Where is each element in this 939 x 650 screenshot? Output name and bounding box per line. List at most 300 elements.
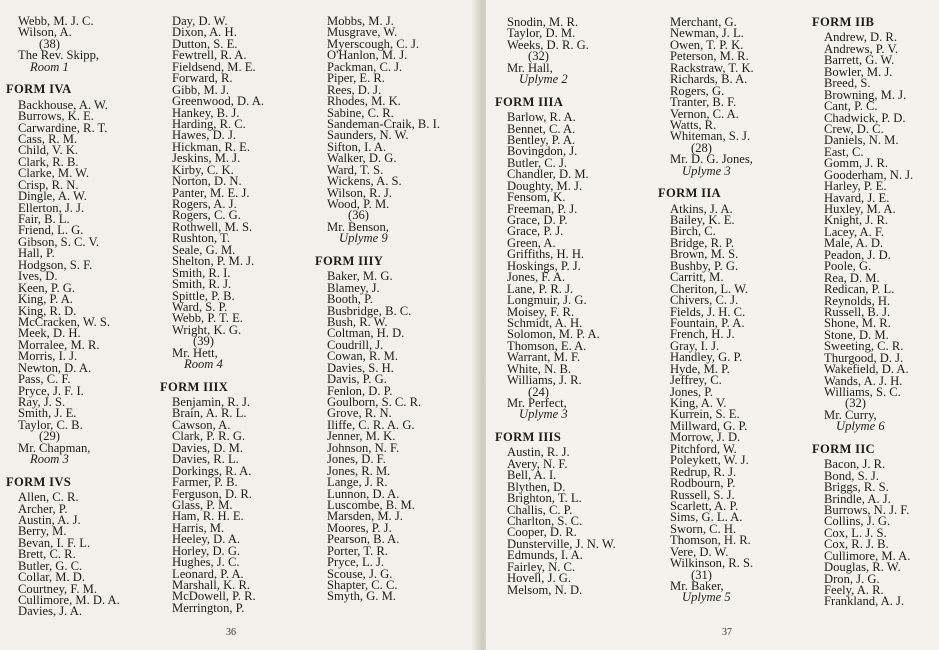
student-name: Handley, G. P. [670, 350, 743, 365]
student-name: Johnson, N. F. [327, 440, 400, 455]
form-master: Mr. Hett, [172, 345, 218, 360]
page-number-right: 37 [722, 627, 732, 638]
student-name: Heeley, D. A. [172, 532, 241, 547]
student-name: Butler, C. J. [507, 155, 568, 170]
form-master: Mr. D. G. Jones, [670, 152, 753, 167]
student-name: Male, A. D. [824, 236, 884, 251]
student-name: Davies, S. H. [327, 360, 394, 375]
student-name: King, A. V. [670, 396, 727, 410]
student-name: Dunsterville, J. N. W. [507, 536, 616, 551]
student-name: Panter, M. E. J. [172, 185, 250, 200]
student-name: Gray, I. J. [670, 338, 720, 353]
student-name: Andrews, P. V. [824, 41, 899, 56]
name-column-4 [495, 17, 645, 596]
student-name: Smith, R. I. [172, 265, 231, 280]
student-name: Friend, L. G. [18, 223, 84, 238]
student-name: Iliffe, C. R. A. G. [327, 417, 415, 432]
student-name: Webb, P. T. E. [172, 311, 243, 326]
student-name: Jones, F. A. [507, 270, 566, 285]
student-name: Sifton, I. A. [327, 139, 387, 154]
student-name: Douglas, R. W. [824, 560, 901, 575]
student-name: Child, V. K. [18, 143, 79, 158]
student-name: Brain, A. R. L. [172, 406, 247, 421]
student-name: Gooderham, N. J. [824, 167, 914, 182]
form-heading: FORM IIIS [495, 429, 562, 444]
form-master: The Rev. Skipp, [18, 48, 100, 63]
student-name: Blamey, J. [327, 280, 380, 295]
student-name: Feely, A. R. [824, 583, 884, 597]
student-name: Scouse, J. G. [327, 566, 393, 581]
student-name: Lange, J. R. [327, 475, 388, 490]
student-name: Rothwell, M. S. [172, 219, 253, 234]
student-name: Gomm, J. R. [824, 156, 889, 171]
student-name: Fountain, P. A. [670, 315, 745, 330]
student-name: Rhodes, M. K. [327, 94, 401, 109]
student-name: Benjamin, R. J. [172, 395, 251, 409]
form-heading: FORM IVS [6, 474, 72, 489]
form-master: Mr. Chapman, [18, 440, 91, 455]
student-name: Saunders, N. W. [327, 128, 409, 143]
student-name: Jones, D. F. [327, 452, 386, 467]
student-name: Cowan, R. M. [327, 349, 399, 364]
student-name: Glass, P. M. [172, 497, 233, 512]
student-name: Collar, M. D. [18, 570, 86, 585]
student-name: Jones, P. [670, 384, 714, 399]
student-name: Gibb, M. J. [172, 82, 230, 97]
student-name: Ward, T. S. [327, 162, 384, 177]
student-name: Allen, C. R. [18, 490, 79, 505]
student-name: Jones, R. M. [327, 463, 391, 478]
student-name: Morrow, J. D. [670, 430, 741, 445]
student-name: Austin, A. J. [18, 512, 81, 527]
student-name: Ives, D. [18, 269, 58, 284]
student-name: Fairley, N. C. [507, 559, 576, 574]
student-name: Greenwood, D. A. [172, 94, 264, 109]
student-name: Clarke, M. W. [18, 166, 90, 181]
student-name: Bridge, R. P. [670, 235, 735, 250]
student-name: Bell, A. I. [507, 468, 557, 483]
student-name: Knight, J. R. [824, 213, 889, 228]
student-name: Lacey, A. F. [824, 224, 885, 239]
form-count: (31) [691, 567, 712, 582]
student-name: Pryce, L. J. [327, 555, 385, 570]
form-master: Mr. Benson, [327, 219, 389, 234]
student-name: Smith, J. E. [18, 406, 77, 421]
student-name: O'Hanlon, M. J. [327, 48, 408, 63]
student-name: Barlow, R. A. [507, 110, 576, 125]
student-name: Grace, D. P. [507, 213, 568, 227]
student-name: Cant, P. C. [824, 99, 878, 114]
student-name: Watts, R. [670, 117, 717, 132]
student-name: Barrett, G. W. [824, 53, 895, 68]
form-room: Room 4 [184, 357, 223, 372]
student-name: Rushton, T. [172, 231, 230, 246]
student-name: Breed, S. [824, 76, 871, 91]
student-name: Luscombe, B. M. [327, 497, 415, 512]
form-count: (32) [845, 396, 866, 411]
student-name: Farmer, P. B. [172, 475, 238, 490]
student-name: Wilson, R. J. [327, 185, 392, 200]
student-name: Andrew, D. R. [824, 30, 897, 45]
student-name: Tranter, B. F. [670, 95, 737, 110]
name-column-5 [658, 17, 808, 604]
student-name: Leonard, P. A. [172, 566, 244, 581]
student-name: King, P. A. [18, 292, 73, 307]
student-name: Bailey, K. E. [670, 213, 735, 227]
student-name: Rogers, C. G. [172, 208, 241, 223]
student-name: Chandler, D. M. [507, 167, 589, 182]
student-name: Rees, D. J. [327, 82, 382, 97]
student-name: Solomon, M. P. A. [507, 327, 600, 342]
form-master: Mr. Perfect, [507, 396, 567, 410]
student-name: Cheriton, L. W. [670, 281, 749, 296]
student-name: Seale, G. M. [172, 242, 236, 257]
student-name: Brown, M. S. [670, 247, 739, 262]
student-name: Dixon, A. H. [172, 25, 237, 40]
student-name: Pearson, B. A. [327, 532, 400, 547]
student-name: Davies, R. L. [172, 452, 239, 467]
name-column-3 [315, 16, 465, 603]
student-name: Shelton, P. M. J. [172, 254, 255, 269]
student-name: Stone, D. M. [824, 327, 889, 342]
form-heading: FORM IVA [6, 82, 72, 97]
student-name: Edmunds, I. A. [507, 548, 583, 563]
student-name: Collins, J. G. [824, 514, 891, 529]
student-name: Pryce, J. F. I. [18, 383, 84, 398]
student-name: Charlton, S. C. [507, 513, 583, 528]
student-name: Morris, I. J. [18, 349, 78, 364]
student-name: Birch, C. [670, 224, 716, 239]
student-name: Owen, T. P. K. [670, 37, 744, 52]
form-room: Uplyme 3 [519, 407, 568, 422]
student-name: Briggs, R. S. [824, 480, 889, 495]
student-name: McDowell, P. R. [172, 589, 256, 604]
form-heading: FORM IIA [658, 186, 721, 201]
student-name: Warrant, M. F. [507, 350, 581, 365]
student-name: Backhouse, A. W. [18, 97, 108, 112]
student-name: Hovell, J. G. [507, 571, 572, 586]
student-name: Atkins, J. A. [670, 201, 733, 216]
student-name: Horley, D. G. [172, 543, 241, 558]
student-name: Taylor, D. M. [507, 26, 576, 41]
student-name: Rogers, G. [670, 83, 725, 98]
form-heading: FORM IIIY [315, 253, 384, 268]
student-name: Hawes, D. J. [172, 128, 237, 143]
student-name: Hickman, R. E. [172, 139, 250, 154]
student-name: Cawson, A. [172, 417, 231, 432]
student-name: Kurrein, S. E. [670, 407, 740, 422]
student-name: Weeks, D. R. G. [507, 37, 589, 52]
student-name: Crisp, R. N. [18, 177, 79, 192]
student-name: Redrup, R. J. [670, 464, 737, 479]
student-name: Ray, J. S. [18, 395, 66, 409]
student-name: Moores, P. J. [327, 520, 392, 535]
student-name: Butler, G. C. [18, 558, 83, 573]
student-name: Brighton, T. L. [507, 491, 582, 506]
form-room: Room 3 [30, 452, 69, 467]
student-name: Packman, C. J. [327, 59, 403, 74]
student-name: Fensom, K. [507, 190, 566, 205]
student-name: Davis, P. G. [327, 372, 387, 387]
student-name: Brett, C. R. [18, 547, 76, 562]
student-name: Russell, B. J. [824, 304, 891, 319]
form-room: Uplyme 2 [519, 72, 568, 87]
student-name: Bovingdon, J. [507, 144, 578, 159]
student-name: Cooper, D. R. [507, 525, 577, 540]
student-name: Day, D. W. [172, 14, 228, 28]
student-name: Sims, G. L. A. [670, 510, 743, 525]
student-name: Clark, R. B. [18, 154, 79, 169]
student-name: Pass, C. F. [18, 372, 71, 387]
student-name: Davies, D. M. [172, 440, 244, 455]
student-name: Huxley, M. A. [824, 202, 896, 216]
student-name: Dingle, A. W. [18, 189, 87, 204]
student-name: Harding, R. C. [172, 116, 246, 131]
student-name: Fieldsend, M. E. [172, 59, 256, 74]
student-name: Marsden, M. J. [327, 509, 403, 524]
student-name: Grace, P. J. [507, 224, 564, 239]
student-name: Bentley, P. A. [507, 132, 576, 147]
student-name: Fewtrell, R. A. [172, 48, 247, 63]
form-master: Mr. Curry, [824, 407, 877, 422]
student-name: Meek, D. H. [18, 326, 81, 341]
student-name: Bushby, P. G. [670, 258, 739, 273]
student-name: Ward, S. P. [172, 299, 228, 314]
student-name: Walker, D. G. [327, 151, 397, 166]
student-name: Shapter, C. C. [327, 578, 398, 592]
student-name: Jenner, M. K. [327, 429, 396, 444]
student-name: Thurgood, D. J. [824, 350, 904, 365]
student-name: Spittle, P. B. [172, 288, 235, 303]
student-name: Cullimore, M. D. A. [18, 593, 120, 607]
student-name: Newton, D. A. [18, 360, 92, 375]
student-name: Richards, B. A. [670, 72, 748, 87]
student-name: Blythen, D. [507, 479, 566, 494]
student-name: Millward, G. P. [670, 418, 748, 433]
student-name: Rodbourn, P. [670, 476, 736, 491]
student-name: Scarlett, A. P. [670, 498, 739, 513]
student-name: Poole, G. [824, 259, 872, 274]
student-name: Archer, P. [18, 501, 68, 516]
student-name: Lunnon, D. A. [327, 486, 400, 501]
student-name: Bush, R. W. [327, 314, 388, 329]
student-name: Porter, T. R. [327, 543, 388, 558]
form-master: Mr. Hall, [507, 60, 553, 75]
name-column-6 [812, 6, 939, 608]
student-name: Whiteman, S. J. [670, 129, 751, 144]
student-name: Mobbs, M. J. [327, 14, 394, 28]
student-name: Newman, J. L. [670, 26, 744, 41]
student-name: Fields, J. H. C. [670, 304, 746, 319]
student-name: Poleykett, W. J. [670, 453, 749, 468]
student-name: Vernon, C. A. [670, 106, 739, 121]
student-name: Jeffrey, C. [670, 373, 722, 388]
student-name: Sweeting, C. R. [824, 339, 904, 354]
form-heading: FORM IIC [812, 441, 875, 456]
student-name: Taylor, C. B. [18, 417, 83, 432]
student-name: Clark, P. R. G. [172, 429, 246, 444]
student-name: Williams, J. R. [507, 373, 582, 388]
student-name: Vere, D. W. [670, 544, 729, 559]
student-name: Musgrave, W. [327, 25, 398, 40]
student-name: Avery, N. F. [507, 456, 568, 471]
student-name: Dutton, S. E. [172, 36, 238, 51]
name-column-1 [6, 16, 156, 618]
student-name: Freeman, P. J. [507, 201, 578, 216]
student-name: Merrington, P. [172, 600, 245, 615]
student-name: Daniels, N. M. [824, 133, 899, 148]
form-heading: FORM IIIA [495, 94, 564, 109]
student-name: Wilson, A. [18, 25, 72, 40]
student-name: Wickens, A. S. [327, 174, 402, 189]
student-name: Piper, E. R. [327, 71, 385, 86]
student-name: Rackstraw, T. K. [670, 60, 754, 75]
student-name: Russell, S. J. [670, 487, 735, 502]
student-name: Burrows, N. J. F. [824, 502, 910, 517]
form-count: (32) [528, 49, 549, 64]
name-column-2 [160, 16, 310, 614]
student-name: Hoskings, P. J. [507, 258, 581, 273]
student-name: Reynolds, H. [824, 293, 891, 308]
student-name: Fair, B. L. [18, 212, 70, 226]
student-name: Redican, P. L. [824, 282, 895, 297]
student-name: Cullimore, M. A. [824, 548, 911, 563]
student-name: Hodgson, S. F. [18, 257, 93, 272]
student-name: Brindle, A. J. [824, 491, 891, 506]
student-name: Cass, R. M. [18, 131, 78, 146]
student-name: Chivers, C. J. [670, 293, 739, 308]
student-name: Sworn, C. H. [670, 521, 737, 536]
student-name: Keen, P. G. [18, 280, 76, 295]
student-name: Goulborn, S. C. R. [327, 395, 422, 409]
student-name: Sandeman-Craik, B. I. [327, 116, 440, 131]
student-name: Ham, R. H. E. [172, 509, 244, 524]
student-name: Carritt, M. [670, 270, 724, 285]
student-name: Kirby, C. K. [172, 162, 234, 177]
student-name: Cox, R. J. B. [824, 537, 889, 552]
form-count: (28) [691, 140, 712, 155]
student-name: Dorkings, R. A. [172, 463, 252, 478]
form-heading: FORM IIB [812, 15, 875, 29]
student-name: Challis, C. P. [507, 502, 573, 517]
student-name: Crew, D. C. [824, 121, 884, 136]
student-name: Schmidt, A. H. [507, 315, 583, 330]
student-name: Wakefield, D. A. [824, 362, 909, 377]
student-name: Gibson, S. C. V. [18, 234, 100, 249]
student-name: Snodin, M. R. [507, 15, 579, 29]
student-name: Davies, J. A. [18, 604, 83, 619]
student-name: Myerscough, C. J. [327, 36, 419, 51]
student-name: Jeskins, M. J. [172, 151, 241, 166]
student-name: French, H. J. [670, 327, 735, 342]
student-name: Ellerton, J. J. [18, 200, 85, 215]
student-name: Forward, R. [172, 71, 233, 86]
form-count: (38) [39, 36, 60, 51]
student-name: Rogers, A. J. [172, 197, 237, 211]
student-name: Ferguson, D. R. [172, 486, 252, 501]
form-room: Uplyme 5 [682, 590, 731, 605]
form-room: Uplyme 9 [339, 231, 388, 246]
student-name: Grove, R. N. [327, 406, 392, 421]
student-name: Dron, J. G. [824, 571, 880, 586]
student-name: Harris, M. [172, 520, 225, 535]
student-name: Lane, P. R. J. [507, 281, 574, 296]
form-count: (29) [39, 429, 60, 444]
student-name: Peterson, M. R. [670, 49, 749, 64]
page-number-left: 36 [226, 627, 236, 638]
student-name: Longmuir, J. G. [507, 293, 587, 308]
form-room: Room 1 [30, 59, 69, 74]
student-name: Austin, R. J. [507, 445, 570, 460]
student-name: Morralee, M. R. [18, 337, 100, 352]
student-name: Harley, P. E. [824, 179, 887, 194]
student-name: Chadwick, P. D. [824, 110, 906, 125]
student-name: Rea, D. M. [824, 270, 880, 285]
student-name: Coudrill, J. [327, 337, 384, 352]
student-name: Thomson, H. R. [670, 533, 751, 548]
student-name: Shone, M. R. [824, 316, 891, 331]
student-name: King, R. D. [18, 303, 77, 318]
right-page [486, 0, 939, 650]
student-name: Wright, K. G. [172, 322, 242, 337]
student-name: Bevan, I. F. L. [18, 535, 91, 550]
student-name: Wands, A. J. H. [824, 373, 903, 388]
student-name: Peadon, J. D. [824, 247, 891, 262]
student-name: White, N. B. [507, 361, 572, 376]
student-name: Smith, R. J. [172, 277, 232, 292]
student-name: Baker, M. G. [327, 269, 393, 284]
student-name: Wilkinson, R. S. [670, 556, 754, 571]
student-name: Havard, J. E. [824, 190, 890, 205]
student-name: Fenlon, D. P. [327, 383, 393, 398]
student-name: Hall, P. [18, 246, 55, 261]
student-name: Melsom, N. D. [507, 582, 583, 597]
student-name: Merchant, G. [670, 15, 737, 29]
student-name: Cox, L. J. S. [824, 525, 887, 540]
student-name: Griffiths, H. H. [507, 247, 585, 262]
form-count: (24) [528, 384, 549, 399]
student-name: Wood, P. M. [327, 197, 390, 211]
student-name: East, C. [824, 144, 864, 159]
form-master: Mr. Baker, [670, 579, 724, 593]
student-name: Thomson, E. A. [507, 338, 587, 353]
student-name: Doughty, M. J. [507, 178, 583, 193]
student-name: Bacon, J. R. [824, 457, 886, 472]
student-name: Berry, M. [18, 524, 67, 539]
student-name: Burrows, K. E. [18, 109, 94, 124]
student-name: Courtney, F. M. [18, 581, 97, 596]
student-name: Bond, S. J. [824, 468, 879, 483]
student-name: Norton, D. N. [172, 174, 242, 189]
student-name: Busbridge, B. C. [327, 303, 412, 318]
student-name: Browning, M. J. [824, 87, 907, 102]
student-name: Hankey, B. J. [172, 105, 240, 120]
form-room: Uplyme 6 [836, 419, 885, 434]
form-heading: FORM IIIX [160, 379, 229, 394]
form-count: (36) [348, 208, 369, 223]
student-name: Bennet, C. A. [507, 121, 576, 136]
student-name: Green, A. [507, 235, 556, 250]
student-name: Pitchford, W. [670, 441, 737, 456]
student-name: Sabine, C. R. [327, 105, 394, 120]
student-name: McCracken, W. S. [18, 314, 110, 329]
student-name: Moisey, F. R. [507, 304, 575, 319]
student-name: Frankland, A. J. [824, 594, 905, 609]
student-name: Williams, S. C. [824, 385, 901, 399]
form-count: (39) [193, 334, 214, 349]
student-name: Hyde, M. P. [670, 361, 730, 376]
student-name: Hughes, J. C. [172, 555, 240, 570]
